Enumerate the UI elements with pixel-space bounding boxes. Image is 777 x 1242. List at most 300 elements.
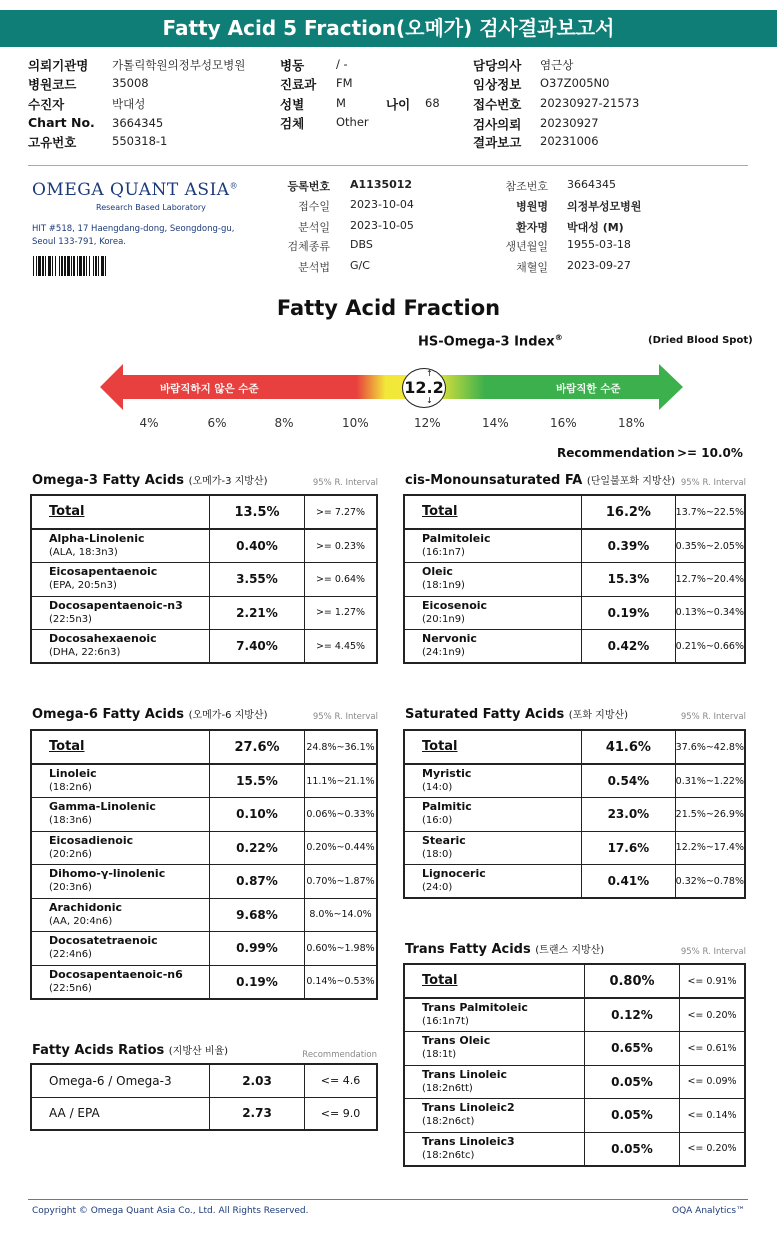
row-name-cell xyxy=(404,1132,585,1166)
row-subname: (20:2n6) xyxy=(49,848,92,860)
row-subname: (18:2n6) xyxy=(49,782,92,793)
row-range: 0.21%~0.66% xyxy=(675,630,745,664)
ratios-rec-label: Recommendation xyxy=(302,1050,377,1060)
table-row xyxy=(31,596,377,630)
table-row xyxy=(404,1132,745,1166)
row-value: 0.22% xyxy=(210,831,305,865)
ratio-range: <= 9.0 xyxy=(305,1097,378,1130)
ratios-section-title xyxy=(32,1042,228,1058)
omega6-interval-label: 95% R. Interval xyxy=(312,712,378,722)
omega6-table xyxy=(30,729,378,1000)
row-range: 12.2%~17.4% xyxy=(675,831,745,865)
row-range: <= 0.20% xyxy=(680,998,746,1032)
row-name: Docosatetraenoic xyxy=(49,934,158,948)
row-value: 0.39% xyxy=(582,529,676,563)
row-subname: (20:1n9) xyxy=(422,613,465,625)
table-row xyxy=(31,1064,377,1097)
index-value: 12.2 xyxy=(404,378,444,397)
row-subname: (18:3n6) xyxy=(49,815,92,827)
barcode-bar xyxy=(52,256,53,276)
row-range: <= 0.61% xyxy=(680,1032,746,1066)
header-label: 검체 xyxy=(280,116,305,131)
lab-field-label: 등록번호 xyxy=(287,180,330,193)
header-label: 접수번호 xyxy=(473,97,522,112)
barcode-bar xyxy=(33,256,34,276)
gauge-scale-label: 8% xyxy=(274,416,294,430)
omega3-section-title xyxy=(32,472,268,488)
row-range: 0.06%~0.33% xyxy=(305,798,378,832)
row-subname: (EPA, 20:5n3) xyxy=(49,580,117,592)
lab-logo-text: OMEGA QUANT ASIA xyxy=(32,180,230,200)
barcode-bar xyxy=(105,256,106,276)
age-value: 68 xyxy=(425,96,440,110)
row-range: >= 1.27% xyxy=(305,596,378,630)
row-name-cell xyxy=(404,831,582,865)
lab-logo xyxy=(32,180,238,200)
header-value: 20230927 xyxy=(540,116,599,130)
header-label: 성별 xyxy=(280,97,305,112)
barcode-bar xyxy=(71,256,72,276)
row-subname: (14:0) xyxy=(422,782,453,793)
saturated-title-ko: (포화 지방산) xyxy=(568,710,629,721)
row-range: <= 0.20% xyxy=(680,1132,746,1166)
barcode-bar xyxy=(48,256,51,276)
gauge-scale-label: 4% xyxy=(139,416,159,430)
row-range: >= 4.45% xyxy=(305,630,378,664)
row-value: 3.55% xyxy=(210,563,305,597)
row-name-cell xyxy=(404,529,582,563)
table-row xyxy=(31,563,377,597)
header-value: 3664345 xyxy=(112,116,164,130)
header-value: 가톨릭학원의정부성모병원 xyxy=(112,58,246,72)
ratios-table xyxy=(30,1063,378,1131)
bad-level-label: 바람직하지 않은 수준 xyxy=(160,383,259,395)
row-range: 0.31%~1.22% xyxy=(675,764,745,798)
barcode-bar xyxy=(45,256,46,276)
ratio-value: 2.73 xyxy=(210,1097,305,1130)
index-label-text: HS-Omega-3 Index xyxy=(418,334,555,350)
table-row xyxy=(31,630,377,664)
table-row xyxy=(404,831,745,865)
barcode-bar xyxy=(38,256,41,276)
row-name-cell xyxy=(31,630,210,664)
saturated-table xyxy=(403,729,746,899)
row-subname: (18:2n6tc) xyxy=(422,1149,475,1161)
barcode-bar xyxy=(101,256,104,276)
lab-field-value: A1135012 xyxy=(350,178,413,191)
row-value: 23.0% xyxy=(582,798,676,832)
header-value: Other xyxy=(336,115,369,129)
header-label: 임상정보 xyxy=(473,77,522,92)
header-label: 결과보고 xyxy=(473,135,522,150)
omega6-title: Omega-6 Fatty Acids xyxy=(32,707,185,722)
row-name: Trans Linoleic3 xyxy=(422,1134,515,1148)
row-name: Myristic xyxy=(422,767,472,780)
index-label-reg: ® xyxy=(554,333,563,342)
lab-field-label: 검체종류 xyxy=(287,240,330,253)
omega3-interval-label: 95% R. Interval xyxy=(312,478,378,488)
row-value: 0.99% xyxy=(210,932,305,966)
trans-title: Trans Fatty Acids xyxy=(405,942,531,957)
table-row xyxy=(31,1097,377,1130)
lab-field-value: 의정부성모병원 xyxy=(567,200,642,213)
header-value: M xyxy=(336,96,346,110)
header-label: 수진자 xyxy=(28,97,65,112)
row-value: 41.6% xyxy=(582,730,676,764)
table-row xyxy=(404,1099,745,1133)
row-subname: (22:5n3) xyxy=(49,613,92,625)
mufa-section-title xyxy=(405,472,675,488)
header-info xyxy=(0,52,777,152)
row-range: 11.1%~21.1% xyxy=(305,764,378,798)
table-total-row xyxy=(404,495,745,529)
row-value: 0.05% xyxy=(585,1065,680,1099)
row-name: Total xyxy=(404,495,582,529)
sample-type: (Dried Blood Spot) xyxy=(648,335,753,346)
row-name-cell xyxy=(404,596,582,630)
ratio-name: Omega-6 / Omega-3 xyxy=(31,1064,210,1097)
row-value: 0.40% xyxy=(210,529,305,563)
table-row xyxy=(31,529,377,563)
lab-field-value: 3664345 xyxy=(567,178,616,191)
fraction-title: Fatty Acid Fraction xyxy=(276,296,501,320)
row-value: 0.05% xyxy=(585,1099,680,1133)
row-value: 13.5% xyxy=(210,495,305,529)
row-value: 27.6% xyxy=(210,730,305,764)
barcode-bar xyxy=(77,256,78,276)
header-label: 의뢰기관명 xyxy=(28,58,89,73)
row-subname: (18:1n9) xyxy=(422,580,465,592)
row-value: 9.68% xyxy=(210,898,305,932)
omega3-title: Omega-3 Fatty Acids xyxy=(32,473,185,488)
row-name: Gamma-Linolenic xyxy=(49,800,156,814)
report-title: Fatty Acid 5 Fraction(오메가) 검사결과보고서 xyxy=(0,10,777,47)
lab-subtitle: Research Based Laboratory xyxy=(96,203,206,212)
row-subname: (DHA, 22:6n3) xyxy=(49,647,121,658)
header-label: 고유번호 xyxy=(28,135,77,150)
ratio-range: <= 4.6 xyxy=(305,1064,378,1097)
barcode-bar xyxy=(83,256,85,276)
lab-field-value: 1955-03-18 xyxy=(567,238,631,251)
header-label: Chart No. xyxy=(28,115,95,130)
row-subname: (18:0) xyxy=(422,848,453,860)
row-name: Nervonic xyxy=(422,632,477,645)
footer-brand: OQA Analytics™ xyxy=(672,1206,746,1216)
row-name-cell xyxy=(404,865,582,899)
row-subname: (18:2n6ct) xyxy=(422,1116,475,1128)
row-name-cell xyxy=(404,1032,585,1066)
table-total-row xyxy=(31,495,377,529)
barcode-bar xyxy=(42,256,44,276)
lab-field-label: 분석법 xyxy=(298,261,330,274)
gauge-scale-label: 16% xyxy=(550,416,577,430)
row-range: <= 0.14% xyxy=(680,1099,746,1133)
omega3-title-ko: (오메가-3 지방산) xyxy=(188,476,268,487)
row-subname: (18:2n6tt) xyxy=(422,1082,473,1094)
trans-section-title xyxy=(405,941,604,957)
row-name: Trans Palmitoleic xyxy=(422,1001,528,1014)
row-value: 0.41% xyxy=(582,865,676,899)
row-name-cell xyxy=(31,798,210,832)
barcode-bar xyxy=(98,256,99,276)
lab-field-value: 박대성 (M) xyxy=(567,221,624,234)
lab-field-value: 2023-10-04 xyxy=(350,198,414,211)
row-name-cell xyxy=(404,563,582,597)
row-name-cell xyxy=(31,932,210,966)
row-name-cell xyxy=(404,764,582,798)
row-range: 13.7%~22.5% xyxy=(675,495,745,529)
row-name: Total xyxy=(31,495,210,529)
row-name: Dihomo-γ-linolenic xyxy=(49,867,166,881)
row-name: Trans Oleic xyxy=(422,1034,491,1048)
gauge-scale-label: 18% xyxy=(618,416,645,430)
row-subname: (18:1t) xyxy=(422,1049,457,1061)
table-row xyxy=(31,898,377,932)
gauge-scale-label: 10% xyxy=(342,416,369,430)
header-label: 담당의사 xyxy=(473,58,522,73)
row-range: >= 0.23% xyxy=(305,529,378,563)
header-separator xyxy=(28,165,748,166)
row-subname: (16:1n7) xyxy=(422,547,465,558)
lab-field-value: DBS xyxy=(350,238,373,251)
lab-field-label: 참조번호 xyxy=(505,180,548,193)
lab-field-label: 분석일 xyxy=(298,221,330,234)
table-row xyxy=(404,764,745,798)
header-value: 550318-1 xyxy=(112,134,168,148)
barcode-bar xyxy=(67,256,70,276)
age-label: 나이 xyxy=(386,97,411,112)
row-range: 8.0%~14.0% xyxy=(305,898,378,932)
header-value: 염근상 xyxy=(540,58,574,72)
good-level-label: 바람직한 수준 xyxy=(556,383,621,395)
row-subname: (16:1n7t) xyxy=(422,1016,469,1027)
header-value: 35008 xyxy=(112,76,149,90)
barcode-bar xyxy=(55,256,56,276)
row-value: 15.5% xyxy=(210,764,305,798)
lab-address-1: HIT #518, 17 Haengdang-dong, Seongdong-gu, xyxy=(32,224,235,234)
row-name-cell xyxy=(404,630,582,664)
barcode-bar xyxy=(79,256,82,276)
table-row xyxy=(31,831,377,865)
row-name: Eicosadienoic xyxy=(49,833,134,847)
row-name: Lignoceric xyxy=(422,867,486,880)
table-row xyxy=(404,563,745,597)
mufa-table xyxy=(403,494,746,664)
row-name: Total xyxy=(31,730,210,764)
row-value: 0.42% xyxy=(582,630,676,664)
row-range: 0.14%~0.53% xyxy=(305,965,378,999)
lab-logo-reg: ® xyxy=(229,181,239,191)
row-value: 0.19% xyxy=(582,596,676,630)
row-name-cell xyxy=(31,596,210,630)
row-value: 2.21% xyxy=(210,596,305,630)
lab-field-label: 채혈일 xyxy=(516,261,548,274)
header-value: / - xyxy=(336,57,348,71)
row-range: 0.35%~2.05% xyxy=(675,529,745,563)
barcode-bar xyxy=(95,256,97,276)
trans-table xyxy=(403,963,746,1167)
footer-separator xyxy=(28,1199,748,1200)
barcode-bar xyxy=(93,256,94,276)
row-name: Trans Linoleic2 xyxy=(422,1101,515,1115)
table-row xyxy=(404,998,745,1032)
row-range: 37.6%~42.8% xyxy=(675,730,745,764)
saturated-interval-label: 95% R. Interval xyxy=(680,712,746,722)
header-value: FM xyxy=(336,76,353,90)
omega6-title-ko: (오메가-6 지방산) xyxy=(188,710,268,721)
row-name: Palmitic xyxy=(422,800,472,814)
recommendation-label: Recommendation xyxy=(557,446,675,460)
header-value: 20230927-21573 xyxy=(540,96,640,110)
header-label: 병동 xyxy=(280,58,305,73)
barcode-bar xyxy=(86,256,87,276)
ratio-name: AA / EPA xyxy=(31,1097,210,1130)
row-value: 0.05% xyxy=(585,1132,680,1166)
row-name-cell xyxy=(404,1099,585,1133)
row-subname: (22:5n6) xyxy=(49,982,92,994)
row-subname: (20:3n6) xyxy=(49,882,92,894)
recommendation-value: >= 10.0% xyxy=(677,446,743,460)
barcode-bar xyxy=(73,256,75,276)
copyright: Copyright © Omega Quant Asia Co., Ltd. All Rights Reserved. xyxy=(32,1206,309,1216)
mufa-title-ko: (단일불포화 지방산) xyxy=(586,476,676,487)
trans-title-ko: (트랜스 지방산) xyxy=(535,945,605,956)
row-name: Oleic xyxy=(422,565,453,579)
row-name: Arachidonic xyxy=(49,900,123,914)
row-name-cell xyxy=(31,965,210,999)
row-name: Linoleic xyxy=(49,767,97,780)
header-label: 진료과 xyxy=(280,77,317,92)
row-name-cell xyxy=(31,529,210,563)
lab-address-2: Seoul 133-791, Korea. xyxy=(32,237,126,247)
row-name-cell xyxy=(31,764,210,798)
row-name-cell xyxy=(404,998,585,1032)
header-value: 20231006 xyxy=(540,134,599,148)
table-total-row xyxy=(31,730,377,764)
row-subname: (24:1n9) xyxy=(422,647,465,658)
row-value: 0.10% xyxy=(210,798,305,832)
row-range: 0.60%~1.98% xyxy=(305,932,378,966)
ratios-title-ko: (지방산 비율) xyxy=(168,1046,229,1057)
row-name-cell xyxy=(31,831,210,865)
lab-field-value: 2023-09-27 xyxy=(567,259,631,272)
row-name: Palmitoleic xyxy=(422,532,491,545)
row-range: >= 7.27% xyxy=(305,495,378,529)
table-row xyxy=(404,798,745,832)
mufa-interval-label: 95% R. Interval xyxy=(680,478,746,488)
row-name: Eicosenoic xyxy=(422,598,488,612)
row-range: 21.5%~26.9% xyxy=(675,798,745,832)
table-row xyxy=(404,865,745,899)
row-value: 0.87% xyxy=(210,865,305,899)
header-label: 검사의뢰 xyxy=(473,117,522,132)
table-row xyxy=(31,798,377,832)
row-value: 0.19% xyxy=(210,965,305,999)
index-marker-tick-up: ↑ xyxy=(426,369,433,378)
omega6-section-title xyxy=(32,706,268,722)
row-range: 0.32%~0.78% xyxy=(675,865,745,899)
row-range: 24.8%~36.1% xyxy=(305,730,378,764)
index-marker-tick-down: ↓ xyxy=(426,396,433,405)
ratios-title: Fatty Acids Ratios xyxy=(32,1043,165,1058)
row-name-cell xyxy=(31,563,210,597)
row-range: >= 0.64% xyxy=(305,563,378,597)
lab-field-label: 환자명 xyxy=(516,221,548,234)
table-row xyxy=(404,1065,745,1099)
row-name-cell xyxy=(31,898,210,932)
row-name: Alpha-Linolenic xyxy=(49,532,145,545)
gauge-scale-label: 6% xyxy=(207,416,227,430)
omega3-table xyxy=(30,494,378,664)
row-value: 0.80% xyxy=(585,964,680,998)
barcode-bar xyxy=(59,256,60,276)
row-value: 17.6% xyxy=(582,831,676,865)
barcode-bar xyxy=(61,256,63,276)
lab-field-value: G/C xyxy=(350,259,370,272)
table-row xyxy=(31,764,377,798)
table-row xyxy=(404,630,745,664)
row-range: 12.7%~20.4% xyxy=(675,563,745,597)
row-range: <= 0.91% xyxy=(680,964,746,998)
lab-field-value: 2023-10-05 xyxy=(350,219,414,232)
barcode-bar xyxy=(36,256,37,276)
row-name-cell xyxy=(404,1065,585,1099)
gauge-scale-label: 12% xyxy=(414,416,441,430)
row-name: Docosapentaenoic-n3 xyxy=(49,598,183,612)
row-value: 0.65% xyxy=(585,1032,680,1066)
row-name: Stearic xyxy=(422,833,466,847)
barcode xyxy=(33,256,166,276)
row-value: 16.2% xyxy=(582,495,676,529)
row-subname: (AA, 20:4n6) xyxy=(49,915,113,927)
gauge-scale-label: 14% xyxy=(482,416,509,430)
index-marker xyxy=(402,368,446,408)
row-name: Trans Linoleic xyxy=(422,1067,508,1081)
row-name-cell xyxy=(31,865,210,899)
header-value: O37Z005N0 xyxy=(540,76,610,90)
barcode-bar xyxy=(64,256,66,276)
ratio-value: 2.03 xyxy=(210,1064,305,1097)
row-value: 0.12% xyxy=(585,998,680,1032)
row-subname: (16:0) xyxy=(422,815,453,827)
row-range: <= 0.09% xyxy=(680,1065,746,1099)
row-name: Total xyxy=(404,964,585,998)
index-label xyxy=(418,333,563,349)
header-value: 박대성 xyxy=(112,97,146,111)
row-name: Eicosapentaenoic xyxy=(49,565,158,579)
row-subname: (24:0) xyxy=(422,882,453,893)
barcode-bar xyxy=(89,256,90,276)
table-row xyxy=(404,596,745,630)
header-label: 병원코드 xyxy=(28,77,77,92)
row-subname: (ALA, 18:3n3) xyxy=(49,547,118,558)
row-subname: (22:4n6) xyxy=(49,949,92,961)
row-value: 0.54% xyxy=(582,764,676,798)
row-value: 7.40% xyxy=(210,630,305,664)
table-row xyxy=(31,865,377,899)
row-range: 0.70%~1.87% xyxy=(305,865,378,899)
row-name: Total xyxy=(404,730,582,764)
row-name-cell xyxy=(404,798,582,832)
saturated-section-title xyxy=(405,706,628,722)
lab-field-label: 생년월일 xyxy=(505,240,548,253)
table-total-row xyxy=(404,730,745,764)
mufa-title: cis-Monounsaturated FA xyxy=(405,473,583,488)
trans-interval-label: 95% R. Interval xyxy=(680,947,746,957)
row-value: 15.3% xyxy=(582,563,676,597)
table-row xyxy=(404,1032,745,1066)
table-total-row xyxy=(404,964,745,998)
